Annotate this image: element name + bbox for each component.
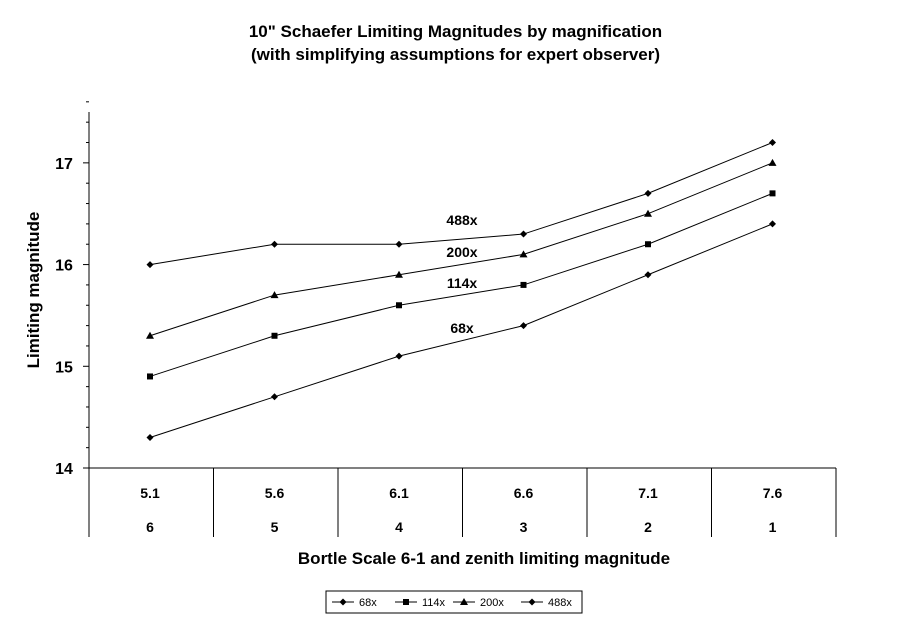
legend-label: 68x [359, 597, 377, 609]
x-tick-label-zenith: 7.6 [762, 485, 783, 501]
x-tick-label-zenith: 6.6 [513, 485, 534, 501]
data-point-68x [520, 322, 527, 329]
series-annotation: 114x [446, 275, 478, 291]
chart-subtitle: (with simplifying assumptions for expert observer) [250, 45, 661, 64]
x-tick-label-zenith: 7.1 [638, 485, 658, 501]
series-annotation: 68x [450, 320, 474, 336]
y-axis-label: Limiting magnitude [24, 211, 43, 369]
x-tick-label-zenith: 5.1 [140, 485, 160, 501]
x-tick-label-bortle: 6 [146, 519, 154, 535]
chart-title: 10" Schaefer Limiting Magnitudes by magnification [248, 22, 663, 41]
legend-marker [403, 599, 409, 605]
data-point-68x [769, 220, 776, 227]
legend-label: 200x [480, 597, 504, 609]
data-point-68x [271, 393, 278, 400]
data-point-488x [520, 231, 527, 238]
chart-axes [55, 102, 836, 537]
legend-label: 488x [548, 597, 572, 609]
data-point-68x [645, 271, 652, 278]
data-point-68x [396, 353, 403, 360]
y-tick-label: 17 [55, 155, 73, 173]
x-tick-label-bortle: 1 [768, 519, 777, 535]
data-point-114x [396, 302, 402, 308]
x-tick-label-bortle: 2 [644, 519, 652, 535]
data-point-68x [147, 434, 154, 441]
legend [326, 591, 582, 613]
x-tick-label-bortle: 4 [395, 519, 403, 535]
data-point-114x [645, 241, 651, 247]
data-point-200x [769, 159, 777, 166]
x-tick-label-bortle: 5 [270, 519, 279, 535]
x-tick-label-bortle: 3 [519, 519, 528, 535]
data-point-114x [272, 333, 278, 339]
data-point-114x [521, 282, 527, 288]
x-tick-label-zenith: 5.6 [264, 485, 285, 501]
data-point-200x [644, 210, 652, 217]
data-point-488x [769, 139, 776, 146]
data-point-488x [271, 241, 278, 248]
x-tick-label-zenith: 6.1 [389, 485, 409, 501]
x-axis-label: Bortle Scale 6-1 and zenith limiting magnitude [297, 549, 671, 568]
data-point-114x [147, 373, 153, 379]
series-annotation: 200x [446, 244, 478, 260]
y-tick-label: 15 [55, 359, 73, 377]
data-point-488x [396, 241, 403, 248]
data-point-488x [645, 190, 652, 197]
legend-label: 114x [422, 597, 446, 609]
annotations-layer [446, 212, 477, 336]
data-point-488x [147, 261, 154, 268]
data-point-114x [770, 190, 776, 196]
series-annotation: 488x [446, 212, 478, 228]
y-tick-label: 14 [55, 461, 73, 478]
y-tick-label: 16 [55, 257, 73, 275]
